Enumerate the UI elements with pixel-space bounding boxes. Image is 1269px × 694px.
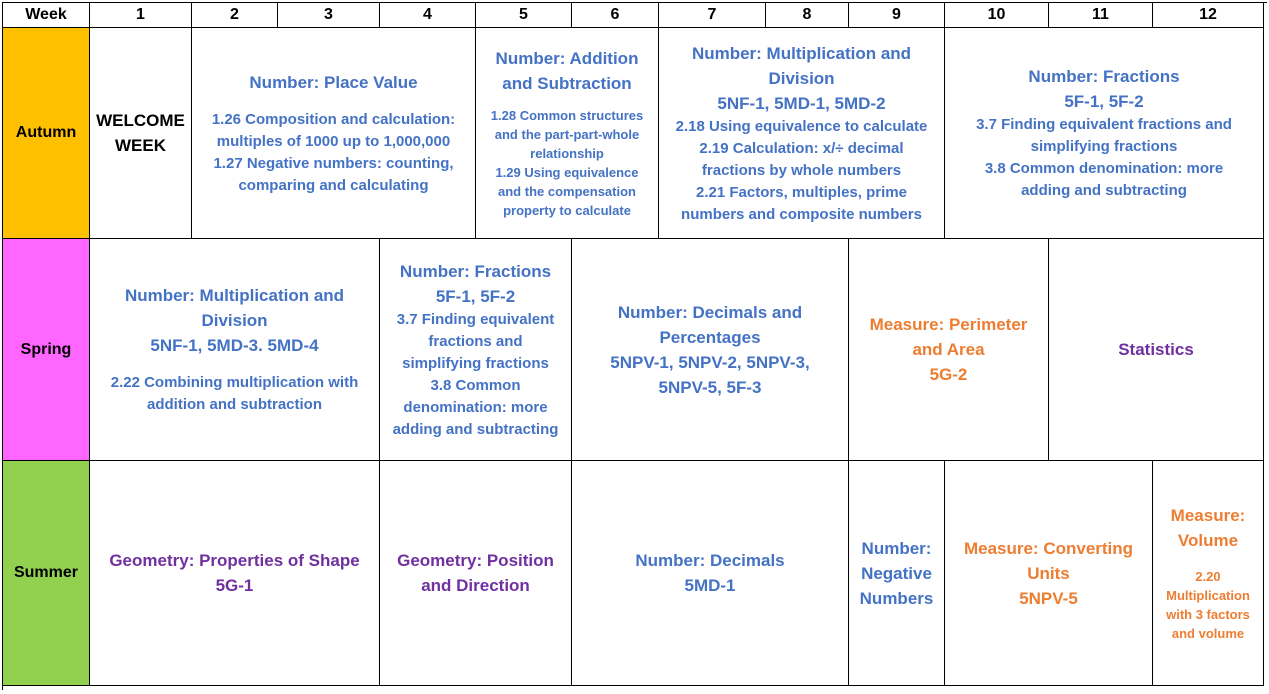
unit-codes: 5NPV-1, 5NPV-2, 5NPV-3, 5NPV-5, 5F-3 [610, 352, 810, 397]
autumn-fractions [945, 28, 1264, 239]
unit-title: Measure: Perimeter and Area [869, 315, 1028, 359]
unit-item: 2.19 Calculation: x/÷ decimal fractions by whole numbers [699, 139, 904, 179]
unit-codes: 5MD-1 [684, 576, 736, 595]
header-week-2: 2 [192, 3, 278, 28]
unit-codes: 5NF-1, 5MD-1, 5MD-2 [717, 93, 886, 113]
unit-title: Number: Decimals and Percentages [617, 302, 803, 347]
unit-item: 2.20 Multiplication with 3 factors and volume [1166, 569, 1250, 641]
unit-title: Geometry: Position and Direction [397, 551, 554, 595]
unit-item: 1.28 Common structures and the part-part-whole relationship [490, 108, 644, 161]
unit-codes: 5G-1 [215, 576, 254, 595]
unit-codes: 5NPV-5 [1019, 588, 1078, 608]
header-week-6: 6 [572, 3, 659, 28]
autumn-multiplication-division [659, 28, 945, 239]
autumn-welcome-week [90, 28, 192, 239]
spring-statistics [1049, 239, 1264, 461]
header-week: Week [3, 3, 90, 28]
header-week-12: 12 [1153, 3, 1264, 28]
term-summer: Summer [3, 461, 90, 686]
header-week-4: 4 [380, 3, 476, 28]
unit-item: 2.21 Factors, multiples, prime numbers and composite numbers [681, 183, 922, 223]
unit-item: 1.26 Composition and calculation: multiples of 1000 up to 1,000,000 [211, 110, 456, 150]
unit-title: Measure: Volume [1170, 506, 1246, 550]
summer-position-direction [380, 461, 572, 686]
unit-title: Number: Fractions [1028, 67, 1180, 86]
summer-decimals [572, 461, 849, 686]
unit-codes: 5F-1, 5F-2 [435, 286, 516, 306]
unit-codes: 5F-1, 5F-2 [1064, 92, 1144, 111]
header-week-5: 5 [476, 3, 572, 28]
unit-title: Number: Negative Numbers [859, 538, 934, 608]
unit-item: 1.27 Negative numbers: counting, comparing and calculating [213, 154, 454, 194]
unit-title: Measure: Converting Units [963, 538, 1134, 583]
spring-fractions [380, 239, 572, 461]
summer-negative-numbers [849, 461, 945, 686]
unit-title: Number: Fractions [399, 261, 552, 281]
unit-codes: 5G-2 [929, 365, 968, 384]
autumn-place-value [192, 28, 476, 239]
unit-item: 3.7 Finding equivalent fractions and simplifying fractions [976, 116, 1232, 155]
header-week-10: 10 [945, 3, 1049, 28]
unit-item: 3.8 Common denomination: more adding and subtracting [392, 376, 559, 438]
header-week-7: 7 [659, 3, 766, 28]
summer-converting-units [945, 461, 1153, 686]
spring-decimals-percentages [572, 239, 849, 461]
unit-title: Number: Multiplication and Division [691, 43, 912, 88]
unit-title: Number: Decimals [635, 551, 785, 570]
unit-codes: 5NF-1, 5MD-3. 5MD-4 [150, 336, 319, 355]
header-week-3: 3 [278, 3, 380, 28]
unit-item: 1.29 Using equivalence and the compensation property to calculate [495, 165, 639, 218]
term-autumn: Autumn [3, 28, 90, 239]
unit-title: Statistics [1118, 340, 1194, 359]
welcome-text: WELCOME WEEK [96, 111, 185, 155]
curriculum-table [2, 2, 1267, 690]
spring-multiplication-division [90, 239, 380, 461]
header-week-1: 1 [90, 3, 192, 28]
unit-title: Number: Multiplication and Division [124, 286, 345, 330]
unit-item: 2.18 Using equivalence to calculate [675, 117, 928, 135]
spring-perimeter-area [849, 239, 1049, 461]
unit-title: Geometry: Properties of Shape [109, 551, 360, 570]
autumn-addition-subtraction [476, 28, 659, 239]
header-week-9: 9 [849, 3, 945, 28]
unit-item: 3.7 Finding equivalent fractions and simplifying fractions [396, 310, 555, 372]
unit-title: Number: Addition and Subtraction [495, 49, 639, 93]
unit-title: Number: Place Value [249, 72, 418, 92]
summer-properties-of-shape [90, 461, 380, 686]
header-week-8: 8 [766, 3, 849, 28]
header-week-11: 11 [1049, 3, 1153, 28]
unit-item: 2.22 Combining multiplication with addition and subtraction [110, 374, 359, 413]
summer-volume [1153, 461, 1264, 686]
term-spring: Spring [3, 239, 90, 461]
unit-item: 3.8 Common denomination: more adding and subtracting [984, 160, 1224, 199]
